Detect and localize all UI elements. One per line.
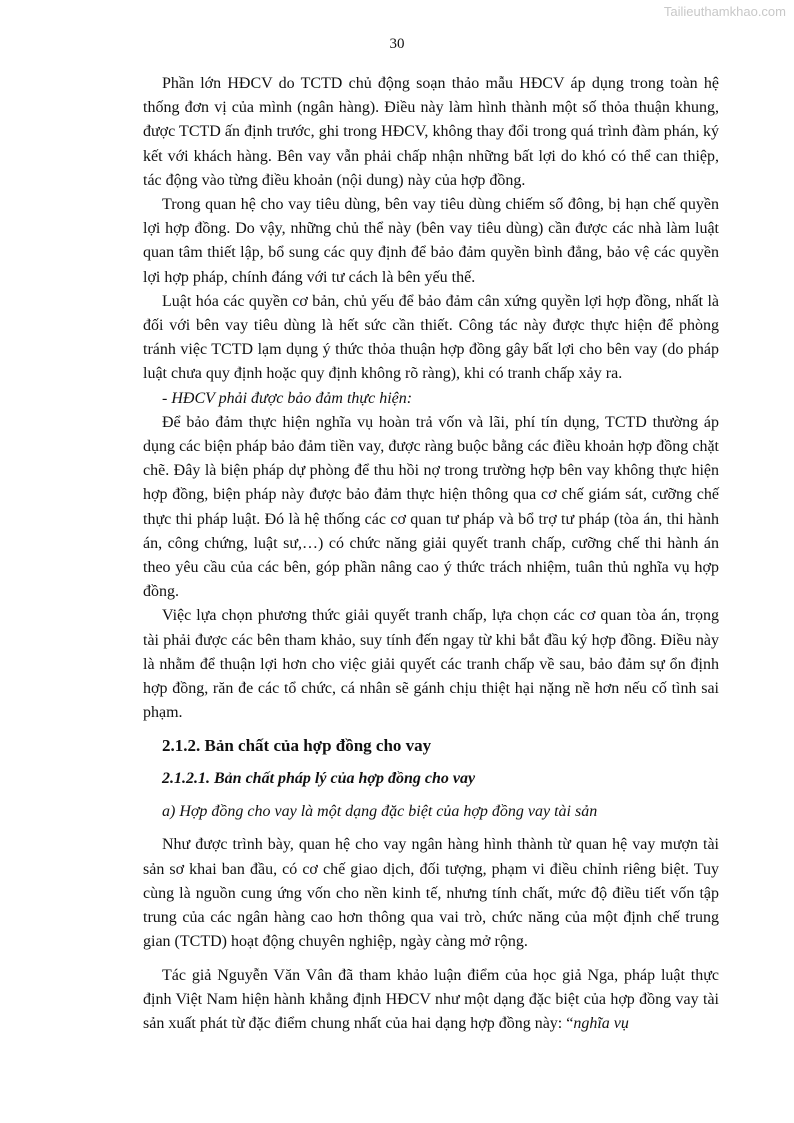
paragraph-text: Tác giả Nguyễn Văn Vân đã tham khảo luận điểm của học giả Nga, pháp luật thực định Việt Nam hiện hành khẳng định HĐCV như một dạng đặc biệt của hợp đồng vay tài sản xuất phát từ đặc điểm chung nhất của hai dạng hợp đồng này: “	[143, 966, 719, 1032]
paragraph: Để bảo đảm thực hiện nghĩa vụ hoàn trả vốn và lãi, phí tín dụng, TCTD thường áp dụng các biện pháp bảo đảm tiền vay, được ràng buộc bằng các điều khoản hợp đồng chặt chẽ. Đây là biện pháp dự phòng để thu hồi nợ trong trường hợp bên vay không thực hiện hợp đồng, biện pháp này được bảo đảm thực hiện thông qua cơ chế giám sát, cưỡng chế thực thi pháp luật. Đó là hệ thống các cơ quan tư pháp và bổ trợ tư pháp (tòa án, thi hành án, công chứng, luật sư,…) có chức năng giải quyết tranh chấp, cưỡng chế thi hành án theo yêu cầu của các bên, góp phần nâng cao ý thức trách nhiệm, tuân thủ nghĩa vụ hợp đồng.	[143, 413, 719, 601]
paragraph: Phần lớn HĐCV do TCTD chủ động soạn thảo mẫu HĐCV áp dụng trong toàn hệ thống đơn vị của mình (ngân hàng). Điều này làm hình thành một số thỏa thuận khung, được TCTD ấn định trước, ghi trong HĐCV, không thay đổi trong quá trình đàm phán, ký kết với khách hàng. Bên vay vẫn phải chấp nhận những bất lợi do khó có thể can thiệp, tác động vào từng điều khoản (nội dung) này của hợp đồng.	[143, 75, 719, 189]
paragraph: Trong quan hệ cho vay tiêu dùng, bên vay tiêu dùng chiếm số đông, bị hạn chế quyền lợi hợp đồng. Do vậy, những chủ thể này (bên vay tiêu dùng) cần được các nhà làm luật quan tâm thiết lập, bổ sung các quy định để bảo đảm quyền bình đẳng, bảo vệ các quyền lợi hợp pháp, chính đáng với tư cách là bên yếu thế.	[143, 196, 719, 286]
paragraph-italic-tail: nghĩa vụ	[573, 1014, 629, 1032]
sub-subsection-heading: a) Hợp đồng cho vay là một dạng đặc biệt của hợp đồng vay tài sản	[162, 803, 598, 821]
paragraph: Việc lựa chọn phương thức giải quyết tranh chấp, lựa chọn các cơ quan tòa án, trọng tài phải được các bên tham khảo, suy tính đến ngay từ khi bắt đầu ký hợp đồng. Điều này là nhằm để thuận lợi hơn cho việc giải quyết các tranh chấp về sau, bảo đảm sự ổn định hợp đồng, răn đe các tổ chức, cá nhân sẽ gánh chịu thiệt hại nặng nề hơn nếu cố tình sai phạm.	[143, 607, 719, 722]
section-heading: 2.1.2. Bản chất của hợp đồng cho vay	[162, 736, 432, 756]
paragraph: Luật hóa các quyền cơ bản, chủ yếu để bảo đảm cân xứng quyền lợi hợp đồng, nhất là đối với bên vay tiêu dùng là hết sức cần thiết. Công tác này được thực hiện để phòng tránh việc TCTD lạm dụng ý thức thỏa thuận hợp đồng gây bất lợi cho bên vay (do pháp luật chưa quy định hoặc quy định không rõ ràng), khi có tranh chấp xảy ra.	[143, 292, 719, 383]
page-number: 30	[389, 36, 405, 52]
subsection-label: - HĐCV phải được bảo đảm thực hiện:	[162, 389, 413, 407]
subsection-heading: 2.1.2.1. Bản chất pháp lý của hợp đồng cho vay	[162, 770, 476, 788]
document-body	[143, 72, 719, 1036]
paragraph: Như được trình bày, quan hệ cho vay ngân hàng hình thành từ quan hệ vay mượn tài sản sơ khai ban đầu, có cơ chế giao dịch, đối tượng, phạm vi điều chỉnh riêng biệt. Tuy cùng là nguồn cung ứng vốn cho nền kinh tế, nhưng tính chất, mức độ điều tiết vốn tập trung của các ngân hàng cao hơn thông qua vai trò, chức năng của một định chế trung gian (TCTD) hoạt động chuyên nghiệp, ngày càng mở rộng.	[143, 836, 719, 951]
watermark: Tailieuthamkhao.com	[663, 4, 786, 19]
paragraph	[143, 964, 719, 1037]
